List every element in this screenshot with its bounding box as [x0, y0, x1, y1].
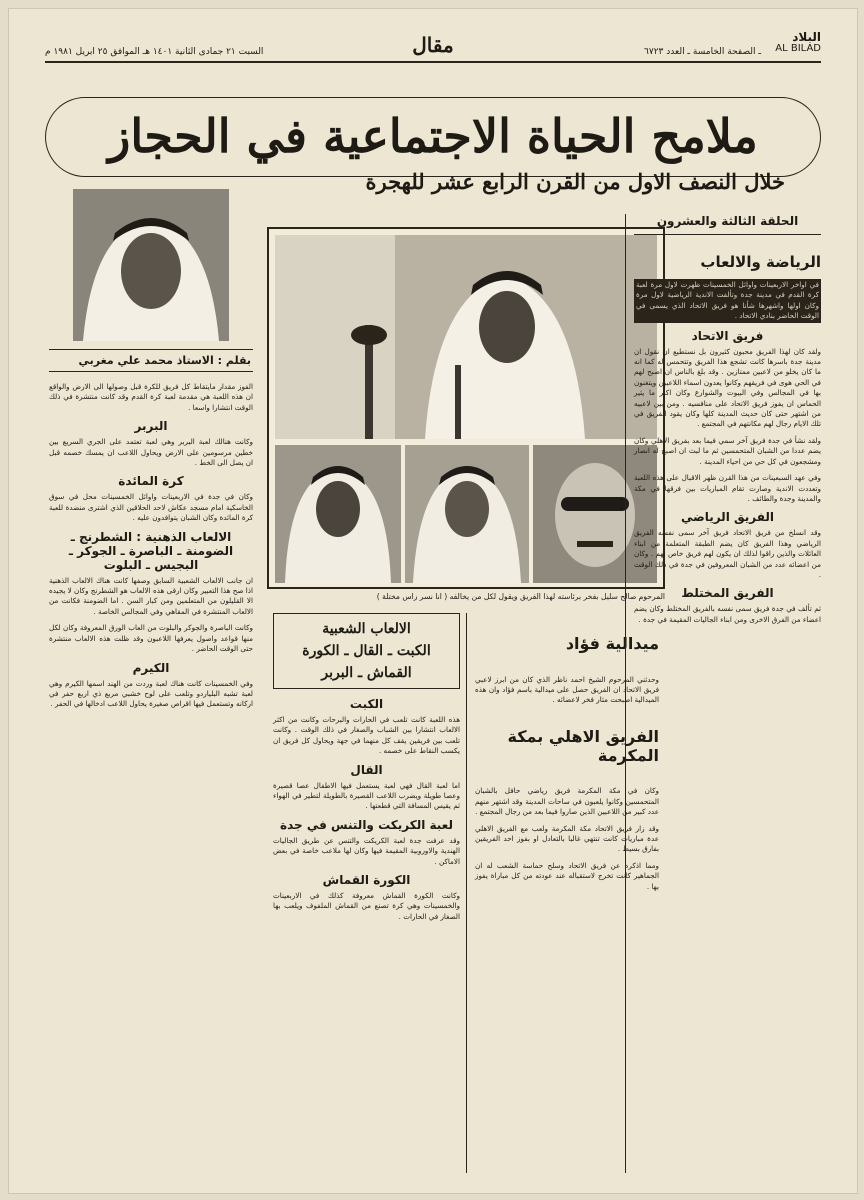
heading-mukhtalat: الفريق المختلط [681, 586, 774, 601]
heading-barbar: البربر [134, 419, 168, 434]
paragraph-carrom: وفي الخمسينات كانت هناك لعبة وردت من الهند اسمها الكيرم وهي لعبة تشبه البلياردو وتلعب على لوح خشبي مربع ذي اربع حفر في اركانه وتستعمل فيها اقراص صغيرة يحاول اللاعب ادخالها في الحفر . [49, 678, 253, 709]
paragraph-mind-games: ان جانب الالعاب الشعبية السابق وصفها كانت هناك الالعاب الذهنية اذا صح هذا التعبير وكان ارقى هذه الالعاب هو الشطرنج وكان لا يجيده الا القليلون من المتعلمين ومن كبار السن . اما الضومنة فكانت من الالعاب المنتشرة في المقاهي وفي المجالس الخاصة . [49, 575, 253, 616]
heading-qal: القال [350, 762, 383, 777]
paragraph-qal: اما لعبة القال فهي لعبة يستعمل فيها الاطفال عصا قصيرة وعصا طويلة ويضرب اللاعب القصيرة بالطويلة لتطير في الهواء ثم يقيس المسافة التي قطعتها . [273, 780, 460, 811]
author-portrait [73, 189, 229, 341]
paragraph-ahli-makkah-3: ومما اذكره عن فريق الاتحاد وسلح حماسة الشعب له ان الجماهير كانت تخرج لاستقباله عند عودته من كل مباراة يفوز بها . [475, 860, 659, 891]
left-column [45, 189, 257, 1173]
heading-ittihad: فريق الاتحاد [691, 328, 764, 343]
author-photo-icon [73, 189, 229, 341]
photo-bottom-middle [405, 445, 529, 583]
heading-cricket-tennis: لعبة الكريكت والتنس في جدة [280, 817, 453, 832]
byline: بقلم : الاستاذ محمد علي مغربي [49, 349, 253, 372]
article-subtitle: خلال النصف الاول من القرن الرابع عشر للهجرة [365, 169, 785, 194]
speaker-photo-icon [275, 235, 657, 439]
paragraph-mukhtalat: ثم تألف في جدة فريق سمى نفسه بالفريق المختلط وكان يضم اعضاء من الفرق الاخرى ومن ابناء الجاليات المقيمة في جدة . [634, 604, 821, 624]
paragraph-table-tennis: وكان في جدة في الاربعينات واوائل الخمسينات محل في سوق الخاسكية امام مسجد عكاش لاحد الحلاقين الذي اشترى منضدة للعبة كرة المائدة وكان الشبان يتوافدون عليه . [49, 492, 253, 523]
heading-kabt: الكبت [349, 697, 384, 711]
intro-paragraph: الفوز مقدار مايتقاط كل فريق للكرة قبل وصولها الى الارض والواقع ان هذه اللعبة هي مقدمة لعبة كرة القدم وقد كانت منتشرة في ذلك الوقت انتشارا واسعا . [49, 382, 253, 412]
heading-table-tennis: كرة المائدة [118, 474, 184, 489]
person-photo-icon [275, 445, 401, 583]
games-line-1: الالعاب الشعبية [322, 621, 411, 637]
paragraph-barbar: وكانت هنالك لعبة البربر وهي لعبة تعتمد على الجري السريع بين خطين مرسومين على الارض ويحاول اللاعب ان يمسك خصمه قبل ان يصل الى الخط . [49, 437, 253, 468]
person-photo-icon [405, 445, 529, 583]
paragraph-ahli-makkah: وكان في مكة المكرمة فريق رياضي حافل بالشبان المتحمسين وكانوا يلعبون في ساحات المدينة وقد اشتهر منهم عدد كبير من اللاعبين الذين صاروا فيما بعد من رجال المجتمع . [475, 786, 659, 817]
paragraph-ittihad-2: ولقد نشأ في جدة فريق آخر سمي فيما بعد بفريق الاهلي وكان يضم عددا من الشبان المتحمسين ثم ما لبث ان اصبح له انصار ومشجعون في كل حي من احياء المدينة . [634, 435, 821, 466]
paragraph-riyadi: وقد انسلخ من فريق الاتحاد فريق آخر سمى نفسه الفريق الرياضي وهذا الفريق كان يضم الطبقة المتعلمة من ابناء العائلات والذين راقوا لذلك ان يكون لهم فريق خاص بهم . وكان من اعضائه عدد من الشبان المعروفين في جدة في ذلك الوقت . [634, 528, 821, 579]
paragraph-ittihad: ولقد كان لهذا الفريق محبون كثيرون بل نستطيع ان نقول ان مدينة جدة باسرها كانت تشجع هذا الفريق وتتحمس له كما انه ما كان يخلو من لاعبين ممتازين . وقد بلغ بالناس ان اصبح لهم في الحي هوى في فريقهم وكانوا يعدون اسماء اللاعبين ويتغنون بها في المجالس وفي البيوت والشوارع وكان اكبر ما يثير الحماس ان يفوز فريق الاتحاد على منافسيه . ومن بين لاعبيه من اشتهر حتى كان حديث المدينة كلها وكان يقود الفريق في تلك الايام رجال لهم مكانتهم في المجتمع . [634, 346, 821, 429]
heading-carrom: الكيرم [132, 660, 170, 675]
games-line-2: الكبت ـ القال ـ الكورة [302, 643, 431, 659]
right-column [625, 214, 821, 1173]
paragraph-card-games: وكانت الباصرة والجوكر والبلوت من العاب الورق المعروفة وكان لكل منها قواعد واصول يعرفها اللاعبون وقد ظلت هذه الالعاب منتشرة حتى الوقت الحاضر . [49, 623, 253, 654]
brand-arabic: البلاد [792, 30, 821, 44]
main-photo [275, 235, 657, 439]
paragraph-ahli-makkah-2: وقد زار فريق الاتحاد مكة المكرمة ولعب مع الفريق الاهلي عدة مباريات كانت تنتهي غالبا بالتعادل او بفوز احد الفريقين بفارق بسيط . [475, 823, 659, 854]
paragraph-ittihad-3: وفي عهد السبعينات من هذا القرن ظهر الاقبال على هذه اللعبة وتعددت الاندية وصارت تقام المباريات بين فرقها في مكة والمدينة وجدة والطائف . [634, 473, 821, 503]
heading-mind-games: الالعاب الذهنية : الشطرنج ـ الضومنة ـ الباصرة ـ الجوكر ـ البجيس ـ البلوت [68, 529, 234, 572]
newspaper-page [8, 8, 858, 1194]
brand-latin: AL BILAD [775, 43, 821, 54]
article-title: ملامح الحياة الاجتماعية في الحجاز [108, 109, 758, 163]
folk-games-box [273, 613, 460, 689]
heading-cloth-ball: الكورة القماش [322, 873, 411, 888]
section-label: مقال [412, 33, 454, 57]
photo-collage [267, 227, 665, 589]
paragraph-cloth-ball: وكانت الكورة القماش معروفة كذلك في الاربعينات والخمسينات وهي كرة تصنع من القماش الملفوف ويلعب بها الصغار في الحارات . [273, 891, 460, 921]
part-label: الحلقة الثالثة والعشرون [634, 214, 821, 235]
section-heading: الرياضة والالعاب [700, 253, 821, 271]
heading-fouad-medal: ميدالية فؤاد [565, 634, 659, 654]
paragraph-cricket-tennis: وقد عرفت جدة لعبة الكريكت والتنس عن طريق الجاليات الهندية والاوروبية المقيمة فيها وكان لها ملاعب خاصة في بعض الاماكن . [273, 835, 460, 866]
newspaper-brand [775, 31, 821, 55]
games-line-3: القماش ـ البربر [321, 665, 412, 681]
photo-caption: المرحوم صالح سليل بفخر برئاسته لهذا الفريق ويقول لكل من يخالفه ( انا نسر راس مختلة ) [376, 592, 665, 601]
intro-highlight: في اواخر الاربعينات واوائل الخمسينات ظهرت لاول مرة لعبة كرة القدم في مدينة جدة وتألفت الاندية الرياضية لاول مرة وكان اولها واشهرها شأنا هو فريق الاتحاد الذي يسمى في الوقت الحاضر بنادي الاتحاد . [634, 279, 821, 323]
page-info: ـ الصفحة الخامسة ـ العدد ٦٧٢٣ [644, 47, 761, 57]
paragraph-kabt: هذه اللعبة كانت تلعب في الحارات والبرحات وكانت من اكثر الالعاب انتشارا بين الشباب والصغار في ذلك الوقت . وكانت تلعب بين فريقين يقف كل منهما في جهة ويحاول كل فريق ان يكسب النقاط على خصمه . [273, 715, 460, 756]
issue-date: السبت ٢١ جمادى الثانية ١٤٠١ هـ الموافق ٢٥ ابريل ١٩٨١ م [45, 47, 264, 57]
heading-ahli-makkah: الفريق الاهلي بمكة المكرمة [507, 727, 659, 766]
middle-left-column [267, 613, 467, 1173]
page-header [45, 29, 821, 63]
paragraph-fouad-medal: وحدثني المرحوم الشيخ احمد ناظر الذي كان من ابرز لاعبي فريق الاتحاد ان الفريق حصل على ميدالية باسم فؤاد وان هذه الميدالية اصبحت مثار فخر لاعضائه . [475, 674, 659, 705]
title-frame [45, 97, 821, 177]
heading-riyadi: الفريق الرياضي [680, 510, 775, 525]
photo-bottom-left [275, 445, 401, 583]
